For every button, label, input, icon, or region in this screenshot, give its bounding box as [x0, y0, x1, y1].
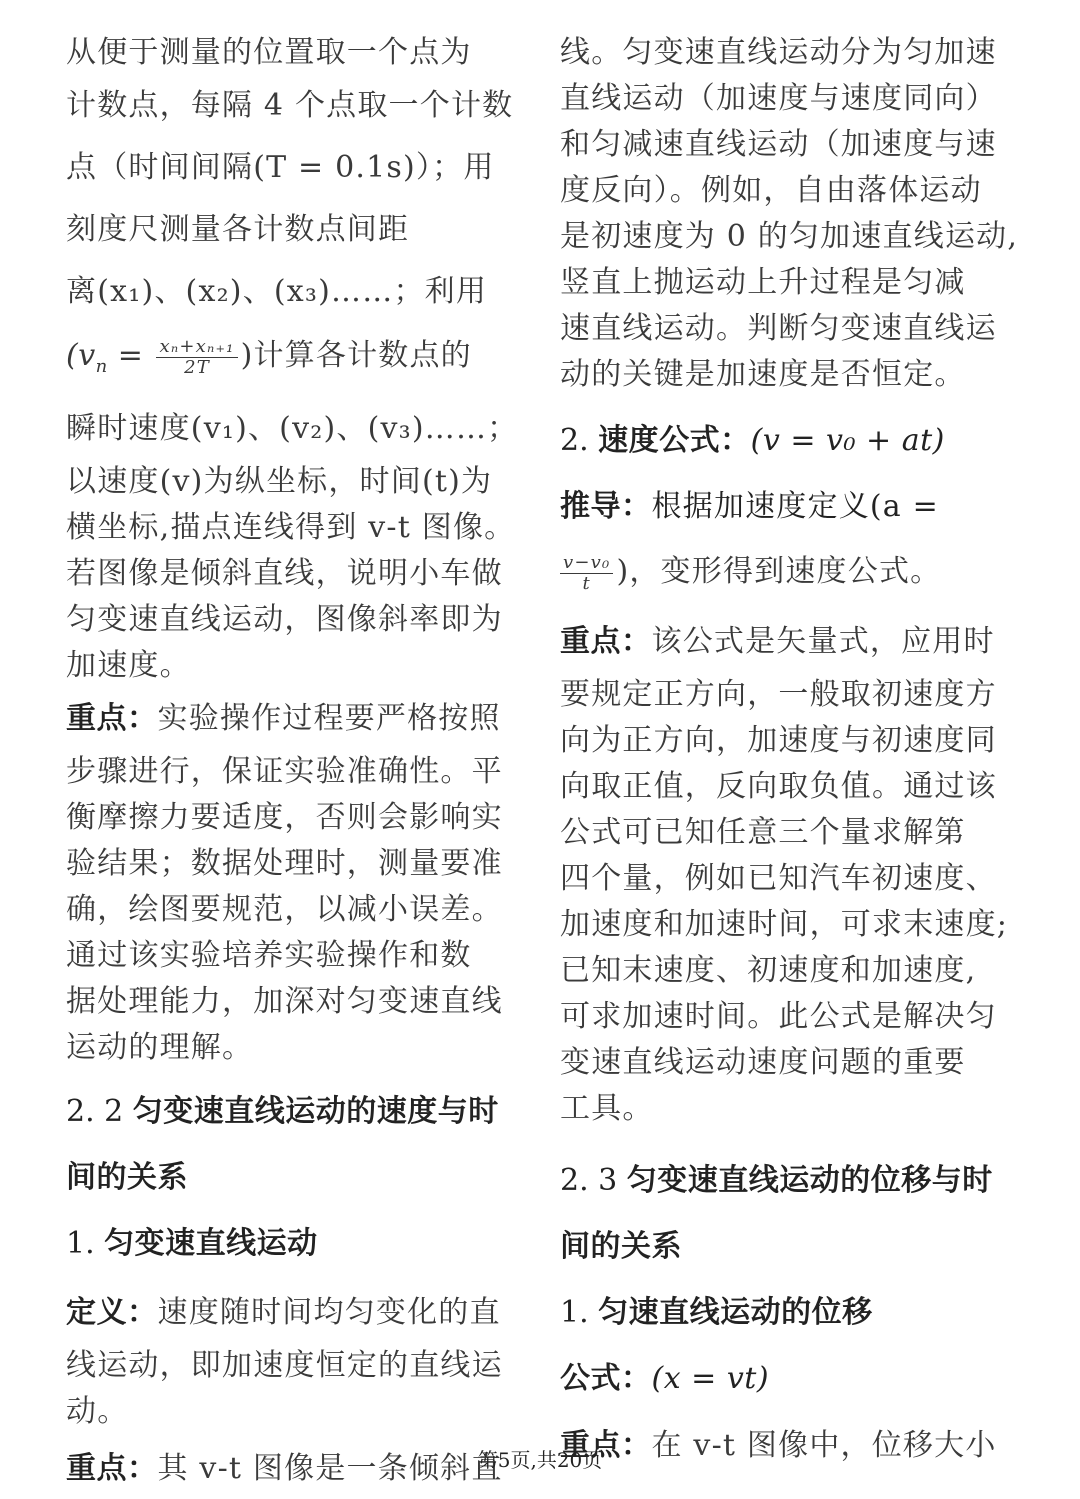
- subsection-title: 匀速直线运动的位移: [598, 1295, 873, 1330]
- formula-line: [560, 1346, 1020, 1412]
- derive-label: 推导：: [560, 489, 652, 524]
- paragraph-line: 动。: [66, 1394, 129, 1429]
- subsection-number: 1.: [560, 1295, 599, 1330]
- paragraph-line: 和匀减速直线运动（加速度与速: [560, 127, 997, 162]
- subsection-title: 匀变速直线运动: [104, 1226, 318, 1261]
- paragraph-line: 衡摩擦力要适度，否则会影响实: [66, 800, 503, 835]
- section-title-cont: 间的关系: [66, 1160, 188, 1195]
- paragraph-line: 变速直线运动速度问题的重要: [560, 1045, 966, 1080]
- paragraph-line: 从便于测量的位置取一个点为: [66, 35, 472, 70]
- paragraph-line: 横坐标,描点连线得到 v-t 图像。: [66, 510, 516, 545]
- paragraph-line: 加速度和加速时间，可求末速度;: [560, 907, 1009, 942]
- paragraph-line: 度反向）。例如，自由落体运动: [560, 173, 982, 208]
- fraction-denominator: 2T: [184, 356, 210, 378]
- subsection-heading: [66, 1211, 526, 1277]
- paragraph-line: 已知末速度、初速度和加速度,: [560, 953, 977, 988]
- colon: ：: [720, 423, 751, 458]
- section-title: 匀变速直线运动的速度与时: [132, 1094, 499, 1129]
- formula-label: 公式：: [560, 1361, 652, 1396]
- paragraph-line: 向为正方向，加速度与初速度同: [560, 723, 997, 758]
- fraction: [156, 337, 237, 378]
- paragraph-line: 向取正值，反向取负值。通过该: [560, 769, 997, 804]
- formula-sub: n: [95, 356, 108, 377]
- definition-label: 定义：: [66, 1295, 158, 1330]
- section-heading-2-2-cont: [66, 1145, 526, 1211]
- key-point-label: 重点：: [66, 701, 158, 736]
- displacement-formula: (x = vt): [651, 1361, 770, 1396]
- paragraph-line: 刻度尺测量各计数点间距: [66, 212, 410, 247]
- key-point-label: 重点：: [560, 1428, 652, 1463]
- definition-line: [66, 1283, 526, 1343]
- fraction: [560, 553, 613, 594]
- key-point-text: 其 v-t 图像是一条倾斜直: [157, 1451, 503, 1486]
- subsection-title: 速度公式: [598, 423, 721, 458]
- paragraph-line: 计数点，每隔 4 个点取一个计数: [66, 88, 514, 123]
- derive-text-cont: )，变形得到速度公式。: [616, 554, 942, 589]
- section-heading-2-3-cont: [560, 1214, 1020, 1280]
- paragraph-line: 验结果；数据处理时，测量要准: [66, 846, 503, 881]
- paragraph-line: 线。匀变速直线运动分为匀加速: [560, 35, 997, 70]
- key-point-label: 重点：: [560, 624, 652, 659]
- paragraph-line: 据处理能力，加深对匀变速直线: [66, 984, 503, 1019]
- paragraph-line: 动的关键是加速度是否恒定。: [560, 357, 966, 392]
- paragraph-line: 线运动，即加速度恒定的直线运: [66, 1348, 503, 1383]
- key-point-line: [66, 689, 526, 749]
- paragraph-line: 要规定正方向，一般取初速度方: [560, 677, 997, 712]
- key-point-text: 实验操作过程要严格按照: [157, 701, 501, 736]
- page-footer: 第5页,共20页: [477, 1448, 603, 1472]
- formula-pre: (v: [66, 338, 96, 373]
- formula-line: [66, 324, 526, 399]
- paragraph-line: 工具。: [560, 1091, 654, 1126]
- fraction-denominator: t: [582, 572, 591, 594]
- section-title-cont: 间的关系: [560, 1229, 682, 1264]
- section-number: 2. 2: [66, 1094, 133, 1129]
- fraction-numerator: xₙ+xₙ₊₁: [156, 337, 237, 358]
- section-heading-2-2: [66, 1079, 526, 1145]
- key-point-text: 在 v-t 图像中，位移大小: [651, 1428, 997, 1463]
- fraction-numerator: v−v₀: [560, 553, 613, 574]
- section-heading-2-3: [560, 1148, 1020, 1214]
- paragraph-line: 步骤进行，保证实验准确性。平: [66, 754, 503, 789]
- paragraph-line: 加速度。: [66, 648, 191, 683]
- key-point-label: 重点：: [66, 1451, 158, 1486]
- velocity-formula: (v = v₀ + at): [750, 423, 945, 458]
- key-point-line: [560, 612, 1020, 672]
- paragraph-line: 运动的理解。: [66, 1030, 254, 1065]
- paragraph-line: 直线运动（加速度与速度同向）: [560, 81, 997, 116]
- derive-text: 根据加速度定义(a =: [651, 489, 939, 524]
- paragraph-line: 以速度(v)为纵坐标，时间(t)为: [66, 464, 493, 499]
- paragraph-line: 若图像是倾斜直线，说明小车做: [66, 556, 503, 591]
- paragraph-line: 竖直上抛运动上升过程是匀减: [560, 265, 966, 300]
- paragraph-line: 速直线运动。判断匀变速直线运: [560, 311, 997, 346]
- formula-eq: =: [107, 338, 154, 373]
- section-title: 匀变速直线运动的位移与时: [626, 1163, 993, 1198]
- derive-fraction-line: [560, 540, 1020, 604]
- paragraph-line: 四个量，例如已知汽车初速度、: [560, 861, 997, 896]
- left-column: [66, 30, 526, 1499]
- key-point-text: 该公式是矢量式，应用时: [651, 624, 995, 659]
- paragraph-line: 通过该实验培养实验操作和数: [66, 938, 472, 973]
- paragraph-line: 是初速度为 0 的匀加速直线运动,: [560, 219, 1019, 254]
- right-column: [560, 30, 1020, 1476]
- paragraph-line: 公式可已知任意三个量求解第: [560, 815, 966, 850]
- derive-line: [560, 474, 1020, 540]
- formula-post: )计算各计数点的: [240, 338, 472, 373]
- paragraph-line: 匀变速直线运动，图像斜率即为: [66, 602, 503, 637]
- definition-text: 速度随时间均匀变化的直: [157, 1295, 501, 1330]
- subsection-number: 2.: [560, 423, 599, 458]
- paragraph-line: 可求加速时间。此公式是解决匀: [560, 999, 997, 1034]
- paragraph-line: 点（时间间隔(T = 0.1s)）；用: [66, 150, 495, 185]
- subsection-number: 1.: [66, 1226, 105, 1261]
- paragraph-line: 瞬时速度(v₁)、(v₂)、(v₃)……；: [66, 411, 519, 446]
- paragraph-line: 离(x₁)、(x₂)、(x₃)……；利用: [66, 274, 488, 309]
- formula-heading: [560, 408, 1020, 474]
- section-number: 2. 3: [560, 1163, 627, 1198]
- paragraph-line: 确，绘图要规范，以减小误差。: [66, 892, 503, 927]
- subsection-heading: [560, 1280, 1020, 1346]
